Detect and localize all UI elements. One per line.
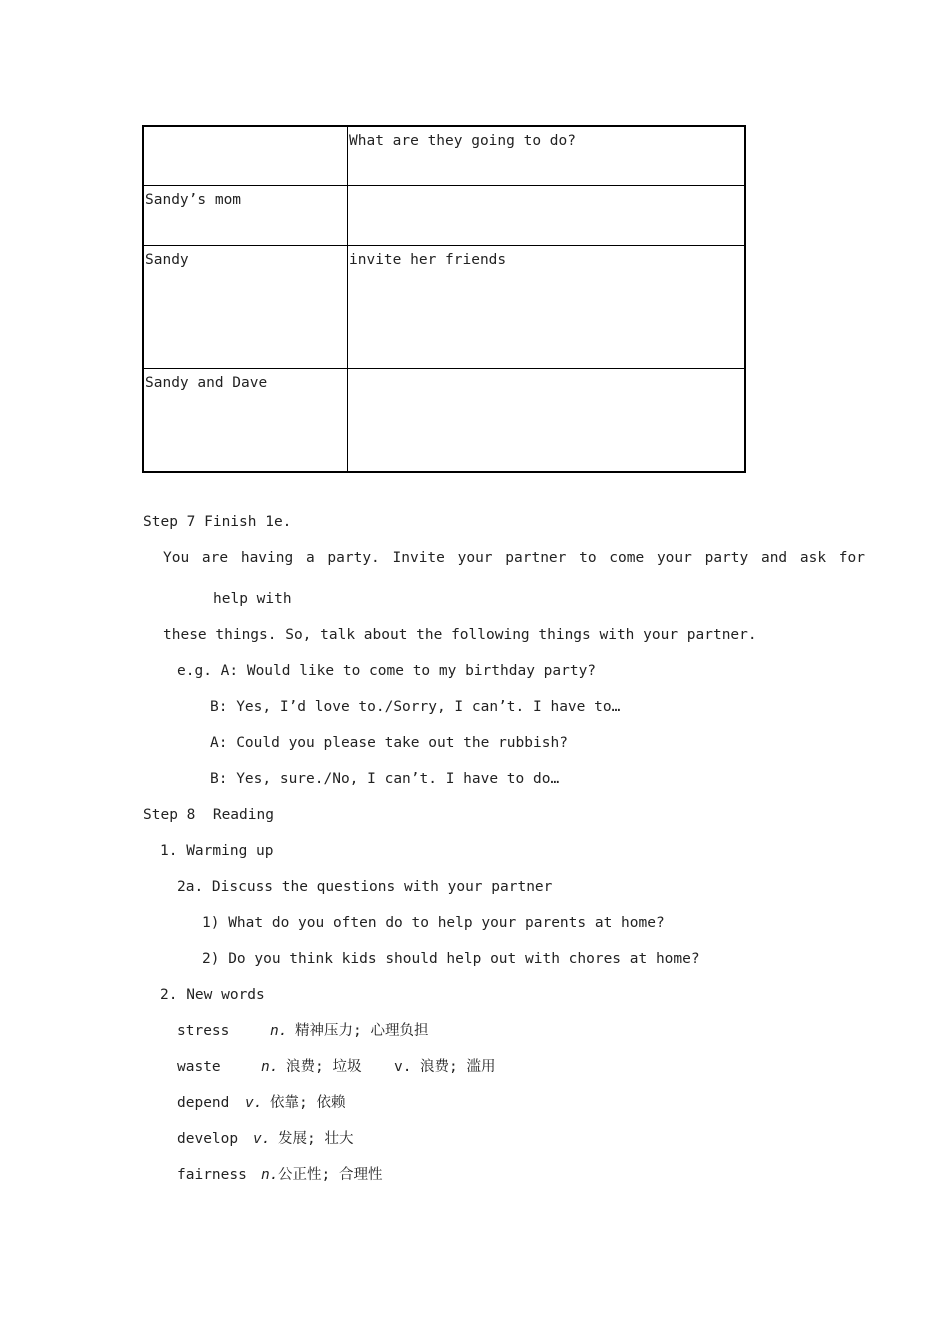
table-header-row — [143, 126, 745, 185]
table-cell-what — [348, 368, 746, 472]
vocab-word: waste — [177, 1059, 221, 1075]
vocab-pos: v. — [394, 1059, 412, 1075]
vocab-meaning: 依靠; 依赖 — [270, 1095, 346, 1111]
task-2a: 2a. Discuss the questions with your partner — [177, 879, 553, 895]
table-cell-who: Sandy’s mom — [143, 185, 348, 245]
step7-title: Step 7 Finish 1e. — [143, 514, 292, 530]
step7-instruction: these things. So, talk about the following things with your partner. — [163, 627, 757, 643]
vocab-pos: v. — [253, 1131, 271, 1147]
vocab-meaning: 精神压力; 心理负担 — [295, 1023, 429, 1039]
table-header-cell — [143, 126, 348, 185]
table-cell-who: Sandy and Dave — [143, 368, 348, 472]
vocab-word: develop — [177, 1131, 239, 1147]
example-line: B: Yes, I’d love to./Sorry, I can’t. I have to… — [210, 699, 621, 715]
step7-instruction: help with — [213, 591, 292, 607]
vocab-meaning: 浪费; 垃圾 — [286, 1059, 362, 1075]
warming-up-heading: 1. Warming up — [160, 843, 274, 859]
table-cell-what: invite her friends — [348, 245, 746, 368]
example-line: A: Could you please take out the rubbish? — [210, 735, 568, 751]
example-line: e.g. A: Would like to come to my birthday party? — [177, 663, 597, 679]
vocab-word: stress — [177, 1023, 230, 1039]
table-cell-what — [348, 185, 746, 245]
vocab-meaning: 公正性; 合理性 — [278, 1167, 383, 1183]
step8-title: Step 8 Reading — [143, 807, 274, 823]
activity-table — [142, 125, 746, 473]
table-row — [143, 368, 745, 472]
vocab-pos: n. — [270, 1023, 288, 1039]
table-row — [143, 185, 745, 245]
table-cell-who: Sandy — [143, 245, 348, 368]
vocab-pos: v. — [245, 1095, 263, 1111]
table-header-cell: What are they going to do? — [348, 126, 746, 185]
vocab-meaning: 发展; 壮大 — [278, 1131, 354, 1147]
step7-instruction: You are having a party. Invite your partner to come your party and ask for — [163, 550, 866, 566]
table-row — [143, 245, 745, 368]
example-line: B: Yes, sure./No, I can’t. I have to do… — [210, 771, 560, 787]
vocab-pos: n. — [261, 1059, 279, 1075]
vocab-word: fairness — [177, 1167, 247, 1183]
question-line: 2) Do you think kids should help out with chores at home? — [202, 951, 700, 967]
vocab-pos: n. — [261, 1167, 279, 1183]
vocab-word: depend — [177, 1095, 230, 1111]
vocab-meaning: 浪费; 滥用 — [420, 1059, 496, 1075]
new-words-heading: 2. New words — [160, 987, 265, 1003]
question-line: 1) What do you often do to help your parents at home? — [202, 915, 665, 931]
